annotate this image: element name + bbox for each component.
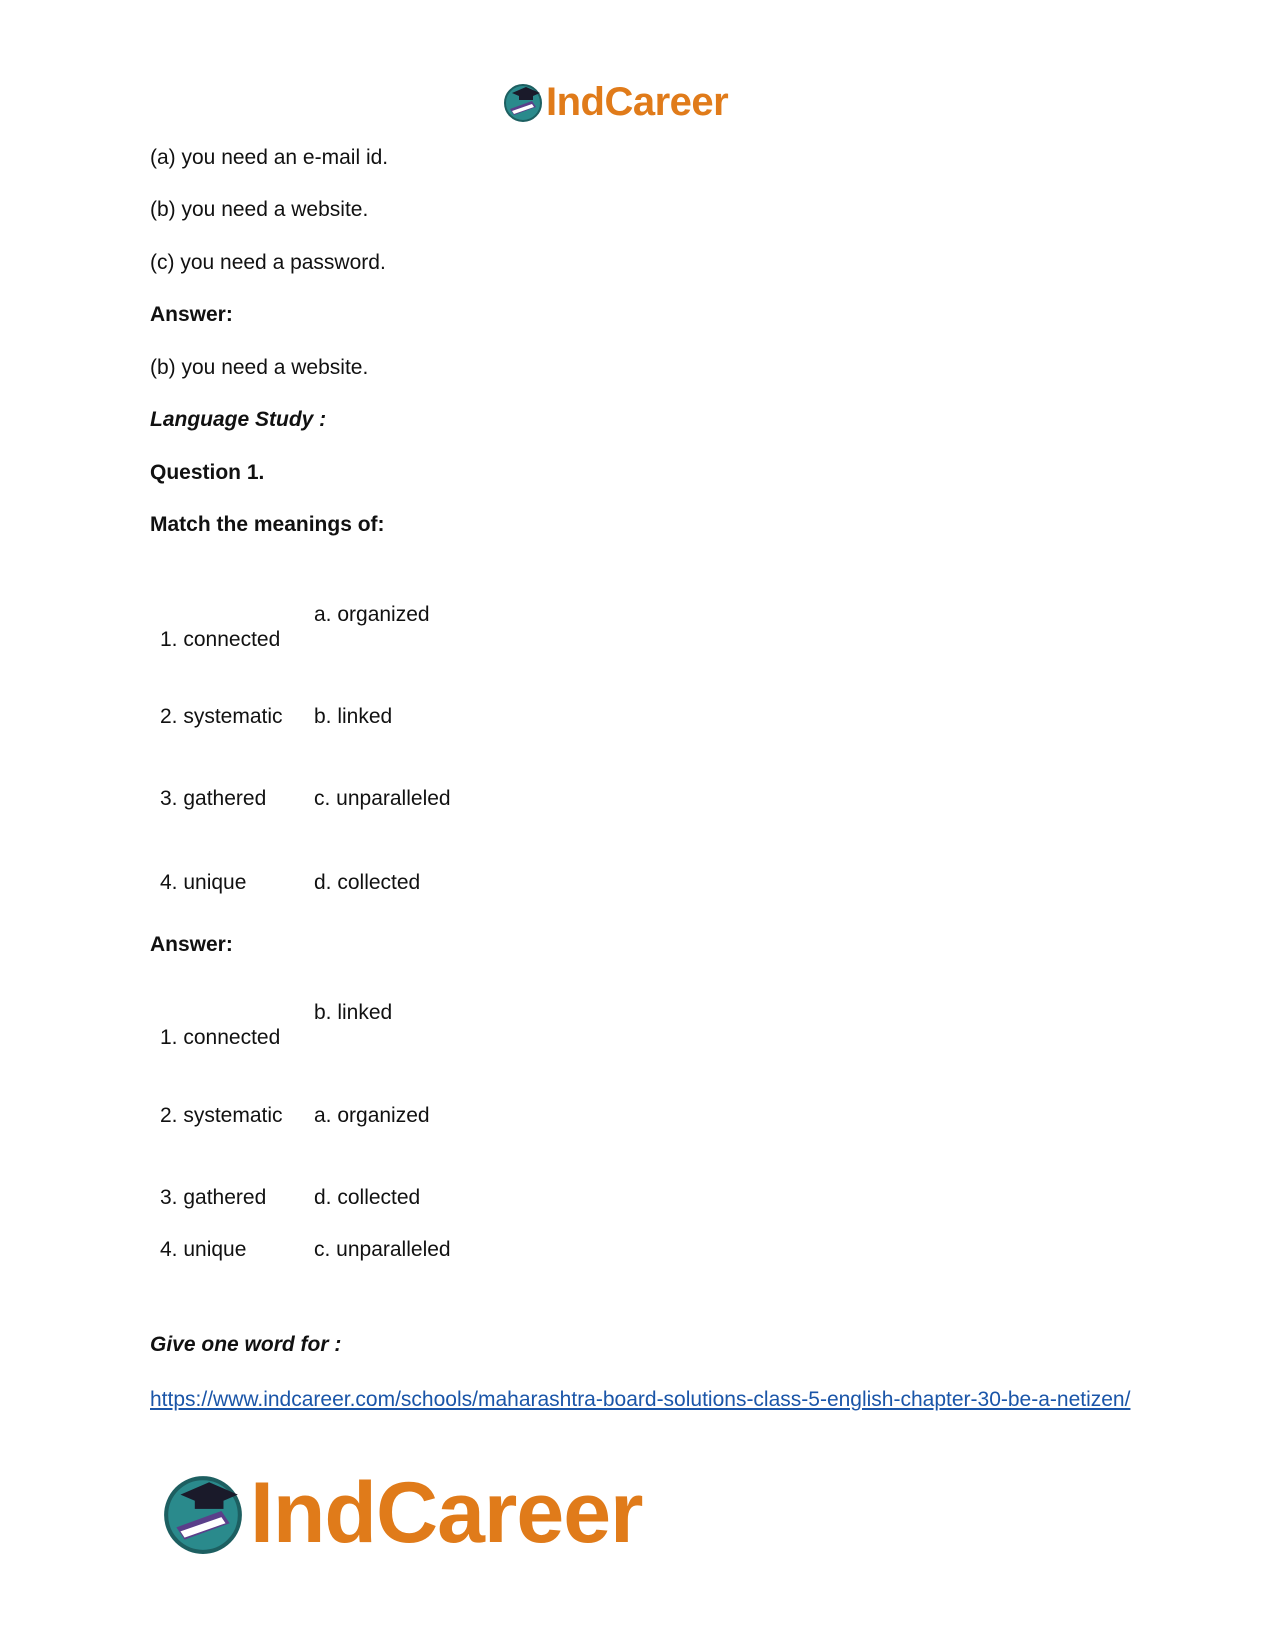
table-cell: 2. systematic	[160, 1104, 283, 1127]
table-cell: 3. gathered	[160, 1186, 267, 1209]
answer-heading: Answer:	[150, 933, 233, 956]
section-heading: Give one word for :	[150, 1333, 342, 1356]
answer-heading: Answer:	[150, 303, 233, 326]
table-cell: 4. unique	[160, 1238, 247, 1261]
table-cell: 4. unique	[160, 871, 247, 894]
option-b: (b) you need a website.	[150, 198, 369, 221]
option-a: (a) you need an e-mail id.	[150, 146, 389, 169]
header-logo	[502, 80, 728, 124]
graduation-globe-icon	[502, 81, 544, 123]
question-prompt: Match the meanings of:	[150, 513, 385, 536]
table-cell: d. collected	[314, 871, 421, 894]
section-heading: Language Study :	[150, 408, 327, 431]
table-cell: b. linked	[314, 1001, 393, 1024]
option-c: (c) you need a password.	[150, 251, 386, 274]
logo-text: IndCareer	[250, 1464, 643, 1561]
table-cell: c. unparalleled	[314, 787, 451, 810]
table-cell: 3. gathered	[160, 787, 267, 810]
table-cell: a. organized	[314, 603, 430, 626]
table-cell: d. collected	[314, 1186, 421, 1209]
graduation-globe-icon	[160, 1470, 246, 1556]
logo-text: IndCareer	[546, 79, 729, 124]
answer-text: (b) you need a website.	[150, 356, 369, 379]
table-cell: 1. connected	[160, 1026, 281, 1049]
footer-logo	[160, 1464, 643, 1561]
source-link[interactable]: https://www.indcareer.com/schools/maharashtra-board-solutions-class-5-english-chapter-30-be-a-netizen/	[150, 1388, 1131, 1411]
table-cell: b. linked	[314, 705, 393, 728]
table-cell: c. unparalleled	[314, 1238, 451, 1261]
table-cell: 2. systematic	[160, 705, 283, 728]
table-cell: a. organized	[314, 1104, 430, 1127]
table-cell: 1. connected	[160, 628, 281, 651]
question-title: Question 1.	[150, 461, 265, 484]
